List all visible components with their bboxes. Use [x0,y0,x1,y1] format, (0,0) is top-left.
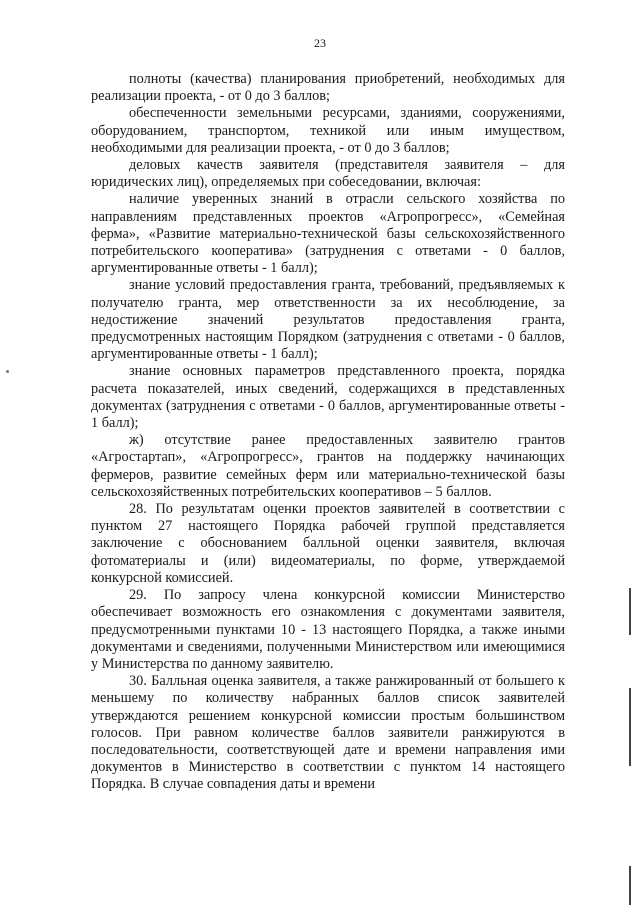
paragraph: полноты (качества) планирования приобретений, необходимых для реализации проекта, - от 0 до 3 баллов; [91,71,565,105]
page-number: 23 [314,36,326,50]
paragraph: 29. По запросу члена конкурсной комиссии Министерство обеспечивает возможность его ознакомления с документами заявителя, предусмотренными пунктами 10 - 13 настоящего Порядка, а также иными документами и сведениями, полученными Министерством или имеющимися у Министерства по данному заявителю. [91,587,565,672]
scan-margin-line [629,588,631,635]
paragraph: деловых качеств заявителя (представителя заявителя – для юридических лиц), определяемых при собеседовании, включая: [91,157,565,191]
paragraph: ж) отсутствие ранее предоставленных заявителю грантов «Агростартап», «Агропрогресс», грантов на поддержку начинающих фермеров, развитие семейных ферм или материально-технической базы сельскохозяйственных потребительских кооперативов – 5 баллов. [91,432,565,500]
paragraph: обеспеченности земельными ресурсами, зданиями, сооружениями, оборудованием, транспортом, техникой или иным имуществом, необходимыми для реализации проекта, - от 0 до 3 баллов; [91,105,565,156]
paragraph: 30. Балльная оценка заявителя, а также ранжированный от большего к меньшему по количеству набранных баллов список заявителей утверждаются решением конкурсной комиссии простым большинством голосов. При равном количестве баллов заявители ранжируются в последовательности, соответствующей дате и времени направления ими документов в Министерство в соответствии с пунктом 14 настоящего Порядка. В случае совпадения даты и времени [91,673,565,793]
document-body [91,71,565,794]
paragraph: знание основных параметров представленного проекта, порядка расчета показателей, иных сведений, содержащихся в представленных документах (затруднения с ответами - 0 баллов, аргументированные ответы - 1 балл); [91,363,565,432]
paragraph: 28. По результатам оценки проектов заявителей в соответствии с пунктом 27 настоящего Порядка рабочей группой представляется заключение с обоснованием балльной оценки заявителя, включая фотоматериалы и (или) видеоматериалы, по форме, утверждаемой конкурсной комиссией. [91,501,565,586]
scan-speck [6,370,9,373]
scan-margin-line [629,866,631,905]
paragraph: знание условий предоставления гранта, требований, предъявляемых к получателю гранта, мер ответственности за их несоблюдение, за недостижение значений результатов предоставления гранта, предусмотренных настоящим Порядком (затруднения с ответами - 0 баллов, аргументированные ответы - 1 балл); [91,277,565,363]
paragraph: наличие уверенных знаний в отрасли сельского хозяйства по направлениям представленных проектов «Агропрогресс», «Семейная ферма», «Развитие материально-технической базы сельскохозяйственного потребительского кооператива» (затруднения с ответами - 0 баллов, аргументированные ответы - 1 балл); [91,191,565,277]
scan-margin-line [629,688,631,766]
